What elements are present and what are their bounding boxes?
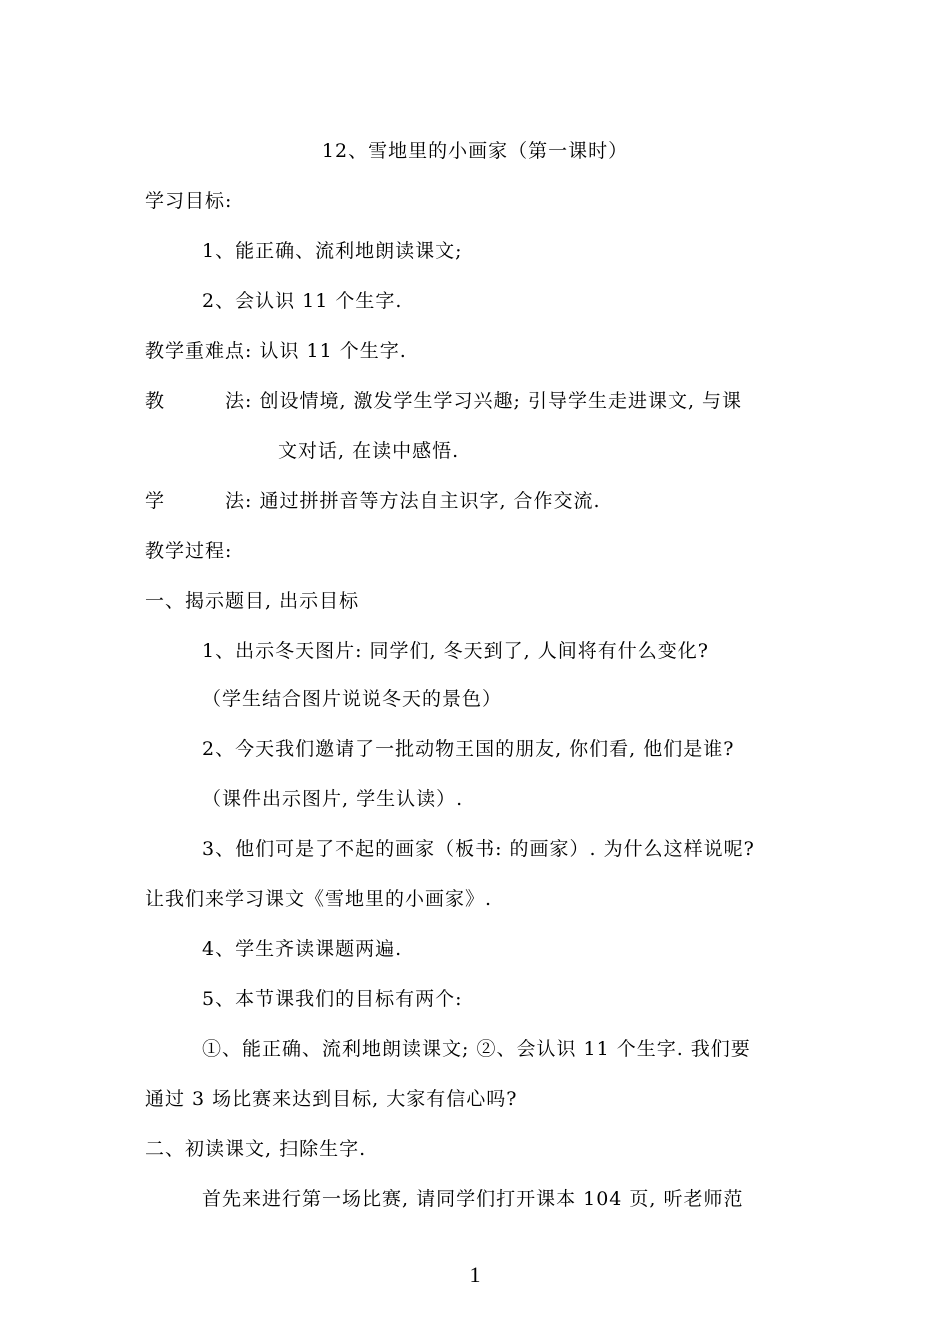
text-line: 二、初读课文, 扫除生字. bbox=[145, 1138, 367, 1160]
text-line: 2、今天我们邀请了一批动物王国的朋友, 你们看, 他们是谁? bbox=[202, 738, 735, 760]
text-line: 教学重难点: 认识 11 个生字. bbox=[145, 340, 407, 362]
page-number: 1 bbox=[469, 1262, 481, 1287]
text-line: 3、他们可是了不起的画家（板书: 的画家）. 为什么这样说呢? bbox=[202, 838, 755, 860]
document-title: 12、雪地里的小画家（第一课时） bbox=[321, 140, 629, 162]
text-line: 1、能正确、流利地朗读课文; bbox=[202, 240, 463, 262]
text-line: 首先来进行第一场比赛, 请同学们打开课本 104 页, 听老师范 bbox=[202, 1188, 744, 1210]
text-line: 通过 3 场比赛来达到目标, 大家有信心吗? bbox=[145, 1088, 518, 1110]
text-line: ①、能正确、流利地朗读课文; ②、会认识 11 个生字. 我们要 bbox=[202, 1038, 751, 1060]
text-line: 学习目标: bbox=[145, 190, 233, 212]
text-line: 2、会认识 11 个生字. bbox=[202, 290, 403, 312]
text-line: 5、本节课我们的目标有两个: bbox=[202, 988, 463, 1010]
text-line: 文对话, 在读中感悟. bbox=[278, 440, 460, 462]
text-line: 4、学生齐读课题两遍. bbox=[202, 938, 403, 960]
text-line: （课件出示图片, 学生认读）. bbox=[202, 788, 464, 810]
text-line: 教学过程: bbox=[145, 540, 233, 562]
text-line: 教 法: 创设情境, 激发学生学习兴趣; 引导学生走进课文, 与课 bbox=[145, 390, 743, 412]
text-line: 学 法: 通过拼拼音等方法自主识字, 合作交流. bbox=[145, 490, 601, 512]
text-line: （学生结合图片说说冬天的景色） bbox=[202, 688, 503, 710]
text-line: 一、揭示题目, 出示目标 bbox=[145, 590, 360, 612]
text-line: 让我们来学习课文《雪地里的小画家》. bbox=[145, 888, 493, 910]
text-line: 1、出示冬天图片: 同学们, 冬天到了, 人间将有什么变化? bbox=[202, 640, 709, 662]
